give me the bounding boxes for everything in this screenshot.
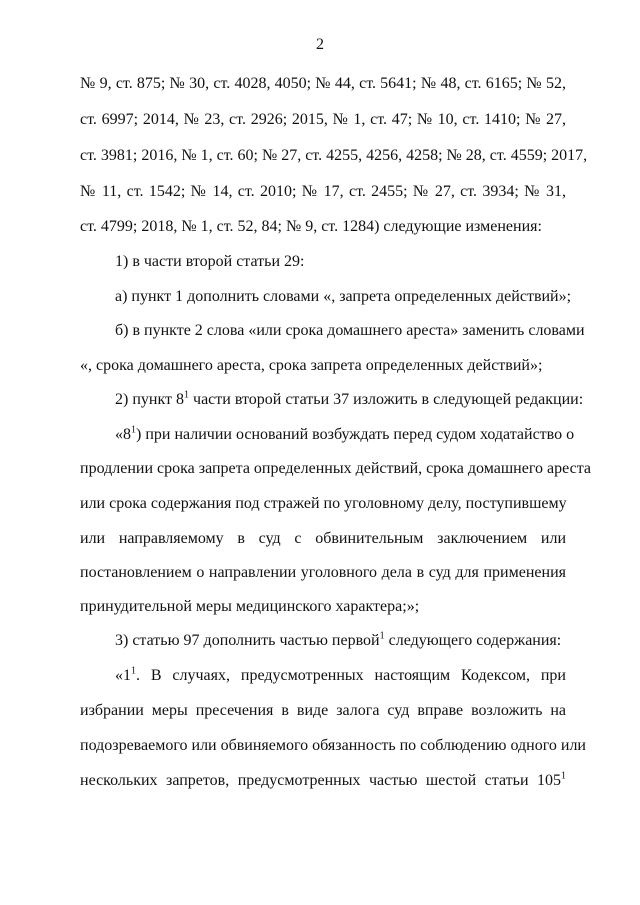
text-line-12: продлении срока запрета определенных действий, срока домашнего ареста (80, 460, 591, 477)
text-line-1: № 9, ст. 875; № 30, ст. 4028, 4050; № 44, ст. 5641; № 48, ст. 6165; № 52, (80, 75, 566, 92)
text-line-14: или направляемому в суд с обвинительным заключением или (80, 530, 566, 547)
text-line-13: или срока содержания под стражей по уголовному делу, поступившему (80, 495, 567, 512)
superscript: 1 (131, 665, 136, 677)
text-line-6: 1) в части второй статьи 29: (115, 253, 305, 270)
text-line-4: № 11, ст. 1542; № 14, ст. 2010; № 17, ст. 2455; № 27, ст. 3934; № 31, (80, 183, 566, 200)
text-fragment: 3) статью 97 дополнить частью первой (115, 632, 380, 649)
text-fragment: «1 (115, 667, 131, 684)
text-fragment: . В случаях, предусмотренных настоящим Кодексом, при (136, 667, 566, 684)
text-line-2: ст. 6997; 2014, № 23, ст. 2926; 2015, № 1, ст. 47; № 10, ст. 1410; № 27, (80, 111, 566, 128)
text-line-5: ст. 4799; 2018, № 1, ст. 52, 84; № 9, ст. 1284) следующие изменения: (80, 218, 542, 235)
superscript: 1 (131, 424, 136, 436)
superscript: 1 (561, 770, 566, 782)
text-line-3: ст. 3981; 2016, № 1, ст. 60; № 27, ст. 4255, 4256, 4258; № 28, ст. 4559; 2017, (80, 147, 588, 164)
text-line-20: подозреваемого или обвиняемого обязанность по соблюдению одного или (80, 737, 586, 754)
text-line-10 (115, 389, 584, 410)
text-line-8: б) в пункте 2 слова «или срока домашнего ареста» заменить словами (115, 322, 585, 339)
text-line-11 (115, 424, 575, 445)
text-fragment: 2) пункт 8 (115, 391, 185, 408)
text-fragment: следующего содержания: (384, 632, 562, 649)
text-fragment: нескольких запретов, предусмотренных частью шестой статьи 105 (80, 772, 561, 789)
text-line-15: постановлением о направлении уголовного дела в суд для применения (80, 564, 566, 581)
superscript: 1 (379, 630, 385, 642)
text-line-17 (115, 631, 566, 651)
text-fragment: «8 (115, 426, 131, 443)
text-line-9: «, срока домашнего ареста, срока запрета определенных действий»; (80, 357, 543, 374)
text-fragment: части второй статьи 37 изложить в следующей редакции: (189, 391, 584, 408)
text-line-16: принудительной меры медицинского характера;»; (80, 598, 420, 615)
page-number: 2 (316, 36, 324, 53)
text-line-18 (115, 666, 566, 686)
text-fragment: ) при наличии оснований возбуждать перед судом ходатайство о (136, 426, 575, 443)
superscript: 1 (184, 389, 190, 401)
text-line-19: избрании меры пресечения в виде залога суд вправе возложить на (80, 702, 566, 719)
text-line-7: а) пункт 1 дополнить словами «, запрета определенных действий»; (115, 288, 572, 305)
text-line-21 (80, 771, 566, 791)
